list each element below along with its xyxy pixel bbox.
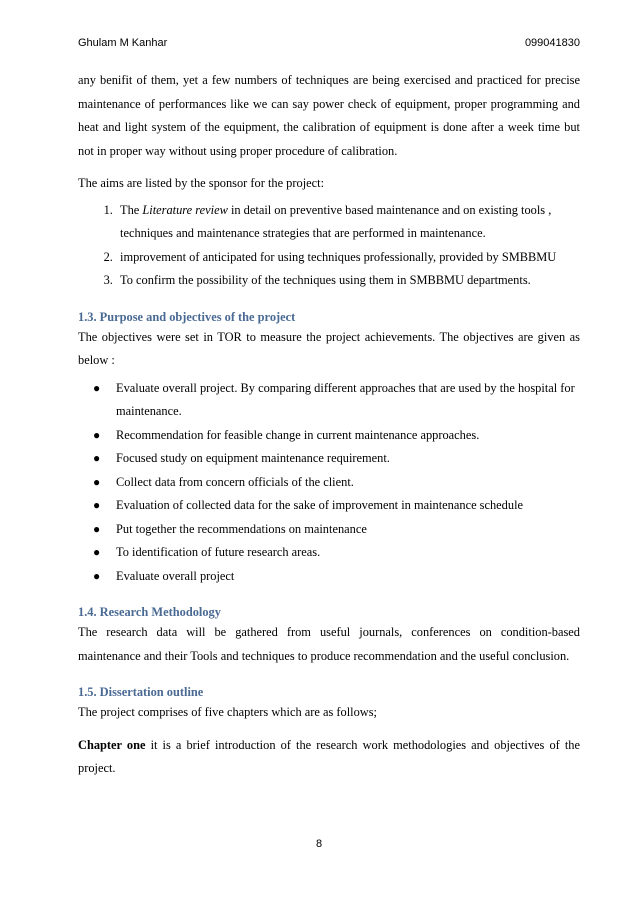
aim-item: 1. The Literature review in detail on preventive based maintenance and on existing tools , techniques and maintenance strategies that are performed in maintenance. [116,199,580,246]
section-1-4-text: The research data will be gathered from useful journals, conferences on condition-based maintenance and their Tools and techniques to produce recommendation and the useful conclusion. [78,625,580,663]
page-number: 8 [315,838,323,850]
aims-list [78,199,580,293]
objective-item: ● Focused study on equipment maintenance requirement. [116,447,580,471]
objective-item: ● To identification of future research areas. [116,541,580,565]
chapter-one-text: it is a brief introduction of the research work methodologies and objectives of the project. [78,737,580,775]
bullet-icon: ● [93,380,101,395]
section-1-5-text: The project comprises of five chapters which are as follows; [78,705,377,719]
intro-paragraph: any benifit of them, yet a few numbers of techniques are being exercised and practiced for precise maintenance of performances like we can say power check of equipment, proper programming and heat and light system of the equipment, the calibration of equipment is done after a week time but not in proper way without using proper procedure of calibration. [78,73,580,158]
literature-review-term: Literature review [142,202,228,217]
objective-item: ● Evaluation of collected data for the sake of improvement in maintenance schedule [116,494,580,518]
section-heading-1-5: 1.5. Dissertation outline [78,685,204,699]
bullet-icon: ● [93,474,101,489]
objective-item: ● Evaluate overall project. By comparing different approaches that are used by the hospital for maintenance. [116,377,580,424]
bullet-icon: ● [93,545,101,559]
objective-item: ● Recommendation for feasible change in current maintenance approaches. [116,424,580,448]
header-id-number: 099041830 [524,37,580,49]
section-heading-1-4: 1.4. Research Methodology [78,605,221,619]
bullet-icon: ● [93,498,101,512]
objective-item: ● Evaluate overall project [116,565,580,589]
chapter-one-paragraph [78,734,580,781]
objective-item: ● Put together the recommendations on maintenance [116,518,580,542]
bullet-icon: ● [93,568,101,583]
objective-item: ● Collect data from concern officials of the client. [116,471,580,495]
section-1-3-text: The objectives were set in TOR to measure the project achievements. The objectives are given as below : [78,329,580,367]
bullet-icon: ● [93,521,101,536]
page-content [78,69,580,781]
aim-item: 2. improvement of anticipated for using techniques professionally, provided by SMBBMU [116,246,580,270]
aim-item: 3. To confirm the possibility of the techniques using them in SMBBMU departments. [116,269,580,293]
header-author: Ghulam M Kanhar [78,37,168,49]
chapter-one-label: Chapter one [78,737,146,752]
bullet-icon: ● [93,451,101,465]
section-heading-1-3: 1.3. Purpose and objectives of the project [78,309,296,324]
bullet-icon: ● [93,427,101,442]
objectives-list [78,377,580,589]
aims-intro: The aims are listed by the sponsor for the project: [78,176,325,190]
